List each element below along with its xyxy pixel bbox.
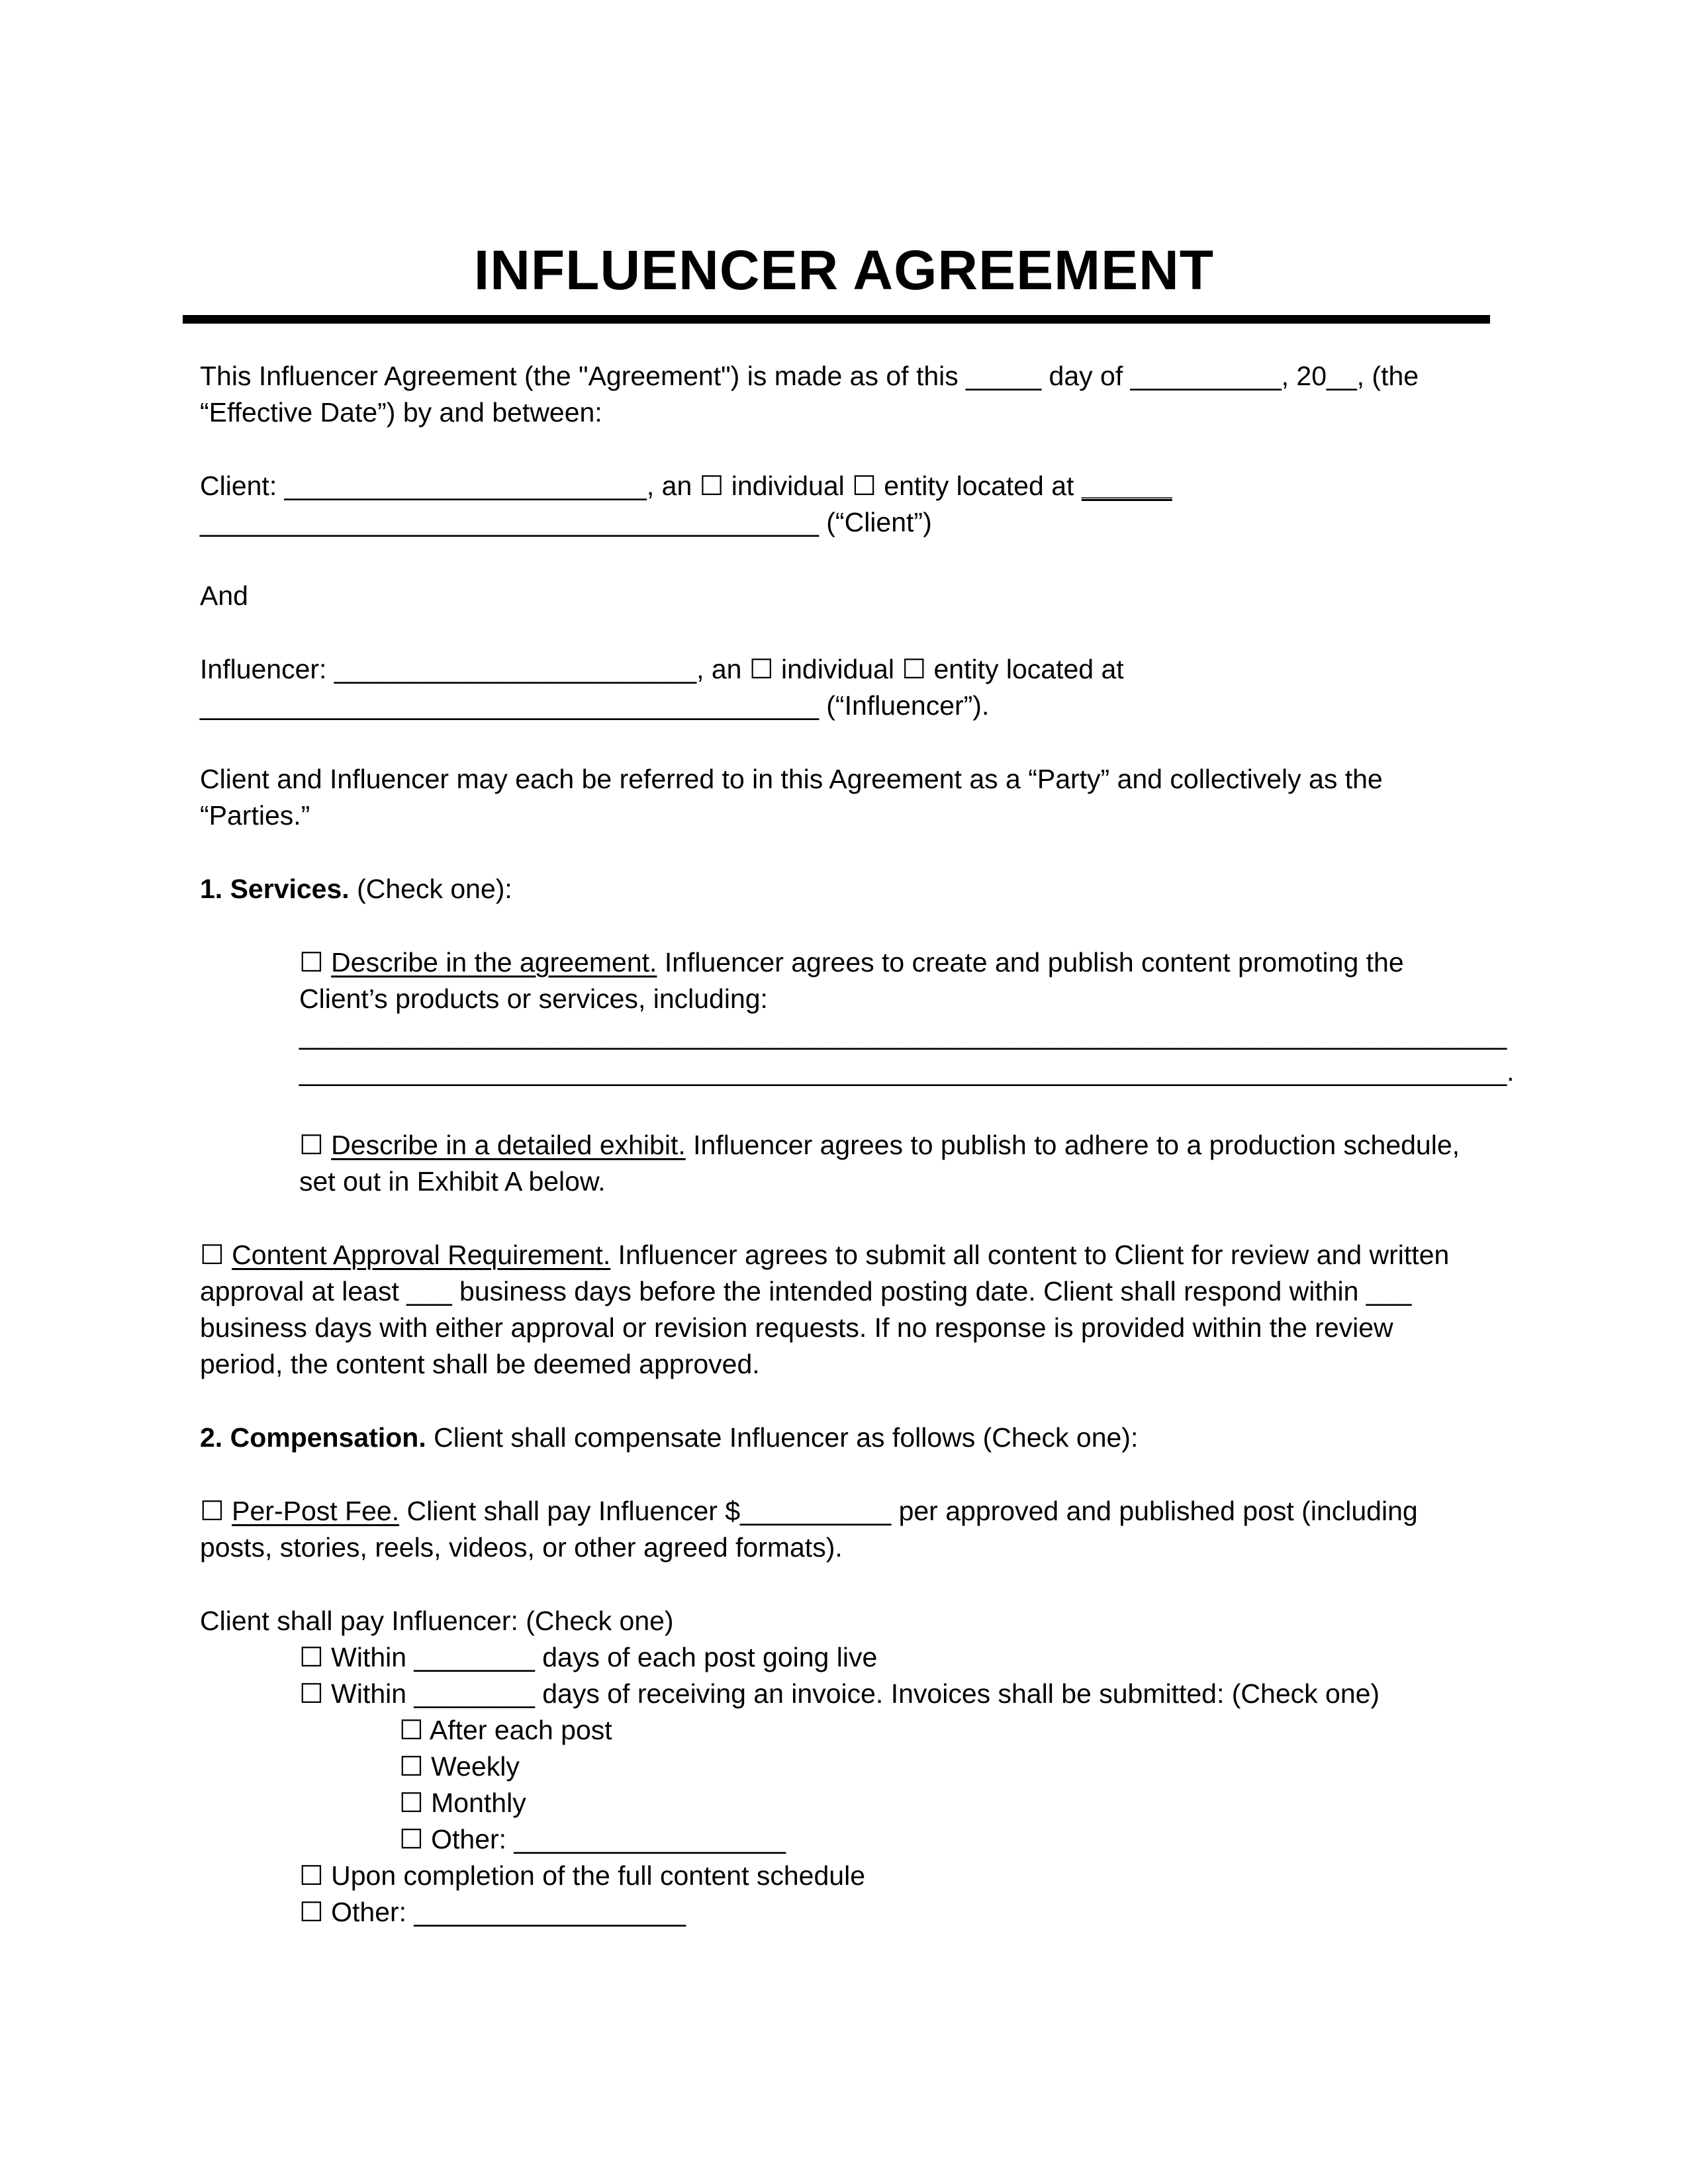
services-option-1-label: Describe in the agreement. xyxy=(331,947,657,978)
client-line-2: _________________________________________ (“Client”) xyxy=(200,507,932,537)
services-blank-line-2: ________________________________________________________________________________. xyxy=(299,1056,1515,1087)
influencer-line-2: _________________________________________ (“Influencer”). xyxy=(200,690,990,721)
and-text: And xyxy=(200,580,248,611)
pay-option-completion[interactable]: ☐ Upon completion of the full content schedule xyxy=(299,1860,865,1891)
per-post-line-1 xyxy=(200,1493,1418,1529)
compensation-heading xyxy=(200,1420,1138,1456)
approval-line-1 xyxy=(200,1237,1449,1273)
approval-line-2: approval at least ___ business days before the intended posting date. Client shall respond within ___ xyxy=(200,1276,1412,1306)
title-divider xyxy=(183,315,1490,324)
checkbox-icon[interactable]: ☐ xyxy=(200,1240,232,1270)
services-heading-bold: 1. Services. xyxy=(200,874,350,904)
services-option-2-line-2: set out in Exhibit A below. xyxy=(299,1166,606,1197)
document-title: INFLUENCER AGREEMENT xyxy=(473,239,1215,301)
checkbox-icon[interactable]: ☐ xyxy=(299,1130,332,1160)
compensation-heading-bold: 2. Compensation. xyxy=(200,1422,426,1453)
invoice-option-other[interactable]: ☐ Other: __________________ xyxy=(399,1824,786,1854)
client-address-blank: ______ xyxy=(1081,471,1172,501)
client-text: Client: ________________________, an ☐ individual ☐ entity located at xyxy=(200,471,1082,501)
services-option-2-text: Influencer agrees to publish to adhere to a production schedule, xyxy=(685,1130,1460,1160)
services-option-1-line-2: Client’s products or services, including: xyxy=(299,983,768,1014)
pay-option-within-post[interactable]: ☐ Within ________ days of each post going live xyxy=(299,1642,878,1672)
invoice-option-weekly[interactable]: ☐ Weekly xyxy=(399,1751,520,1782)
approval-text: Influencer agrees to submit all content to Client for review and written xyxy=(610,1240,1450,1270)
invoice-option-after-each-post[interactable]: ☐ After each post xyxy=(399,1715,612,1745)
parties-line-1: Client and Influencer may each be referred to in this Agreement as a “Party” and collectively as the xyxy=(200,764,1383,794)
intro-line-2: “Effective Date”) by and between: xyxy=(200,397,602,428)
checkbox-icon[interactable]: ☐ xyxy=(299,947,332,978)
compensation-heading-rest: Client shall compensate Influencer as follows (Check one): xyxy=(426,1422,1139,1453)
services-option-1-text: Influencer agrees to create and publish content promoting the xyxy=(657,947,1404,978)
services-option-2-label: Describe in a detailed exhibit. xyxy=(331,1130,686,1160)
invoice-option-monthly[interactable]: ☐ Monthly xyxy=(399,1788,526,1818)
parties-line-2: “Parties.” xyxy=(200,800,310,831)
services-blank-line-1: ________________________________________________________________________________ xyxy=(299,1020,1507,1050)
services-heading xyxy=(200,871,512,907)
services-option-2 xyxy=(299,1127,1460,1163)
per-post-line-2: posts, stories, reels, videos, or other agreed formats). xyxy=(200,1532,843,1563)
pay-option-other[interactable]: ☐ Other: __________________ xyxy=(299,1897,686,1927)
pay-option-within-invoice[interactable]: ☐ Within ________ days of receiving an invoice. Invoices shall be submitted: (Check one) xyxy=(299,1678,1380,1709)
approval-label: Content Approval Requirement. xyxy=(232,1240,611,1270)
pay-intro: Client shall pay Influencer: (Check one) xyxy=(200,1606,674,1636)
services-option-1 xyxy=(299,944,1404,981)
approval-line-4: period, the content shall be deemed approved. xyxy=(200,1349,760,1379)
checkbox-icon[interactable]: ☐ xyxy=(200,1496,232,1526)
approval-line-3: business days with either approval or revision requests. If no response is provided within the review xyxy=(200,1312,1393,1343)
intro-line-1: This Influencer Agreement (the "Agreement") is made as of this _____ day of __________, 20__, (the xyxy=(200,361,1419,391)
per-post-text: Client shall pay Influencer $__________ per approved and published post (including xyxy=(399,1496,1418,1526)
per-post-label: Per-Post Fee. xyxy=(232,1496,400,1526)
client-line-1 xyxy=(200,468,1172,504)
influencer-line-1: Influencer: ________________________, an ☐ individual ☐ entity located at xyxy=(200,654,1124,684)
services-heading-rest: (Check one): xyxy=(349,874,512,904)
